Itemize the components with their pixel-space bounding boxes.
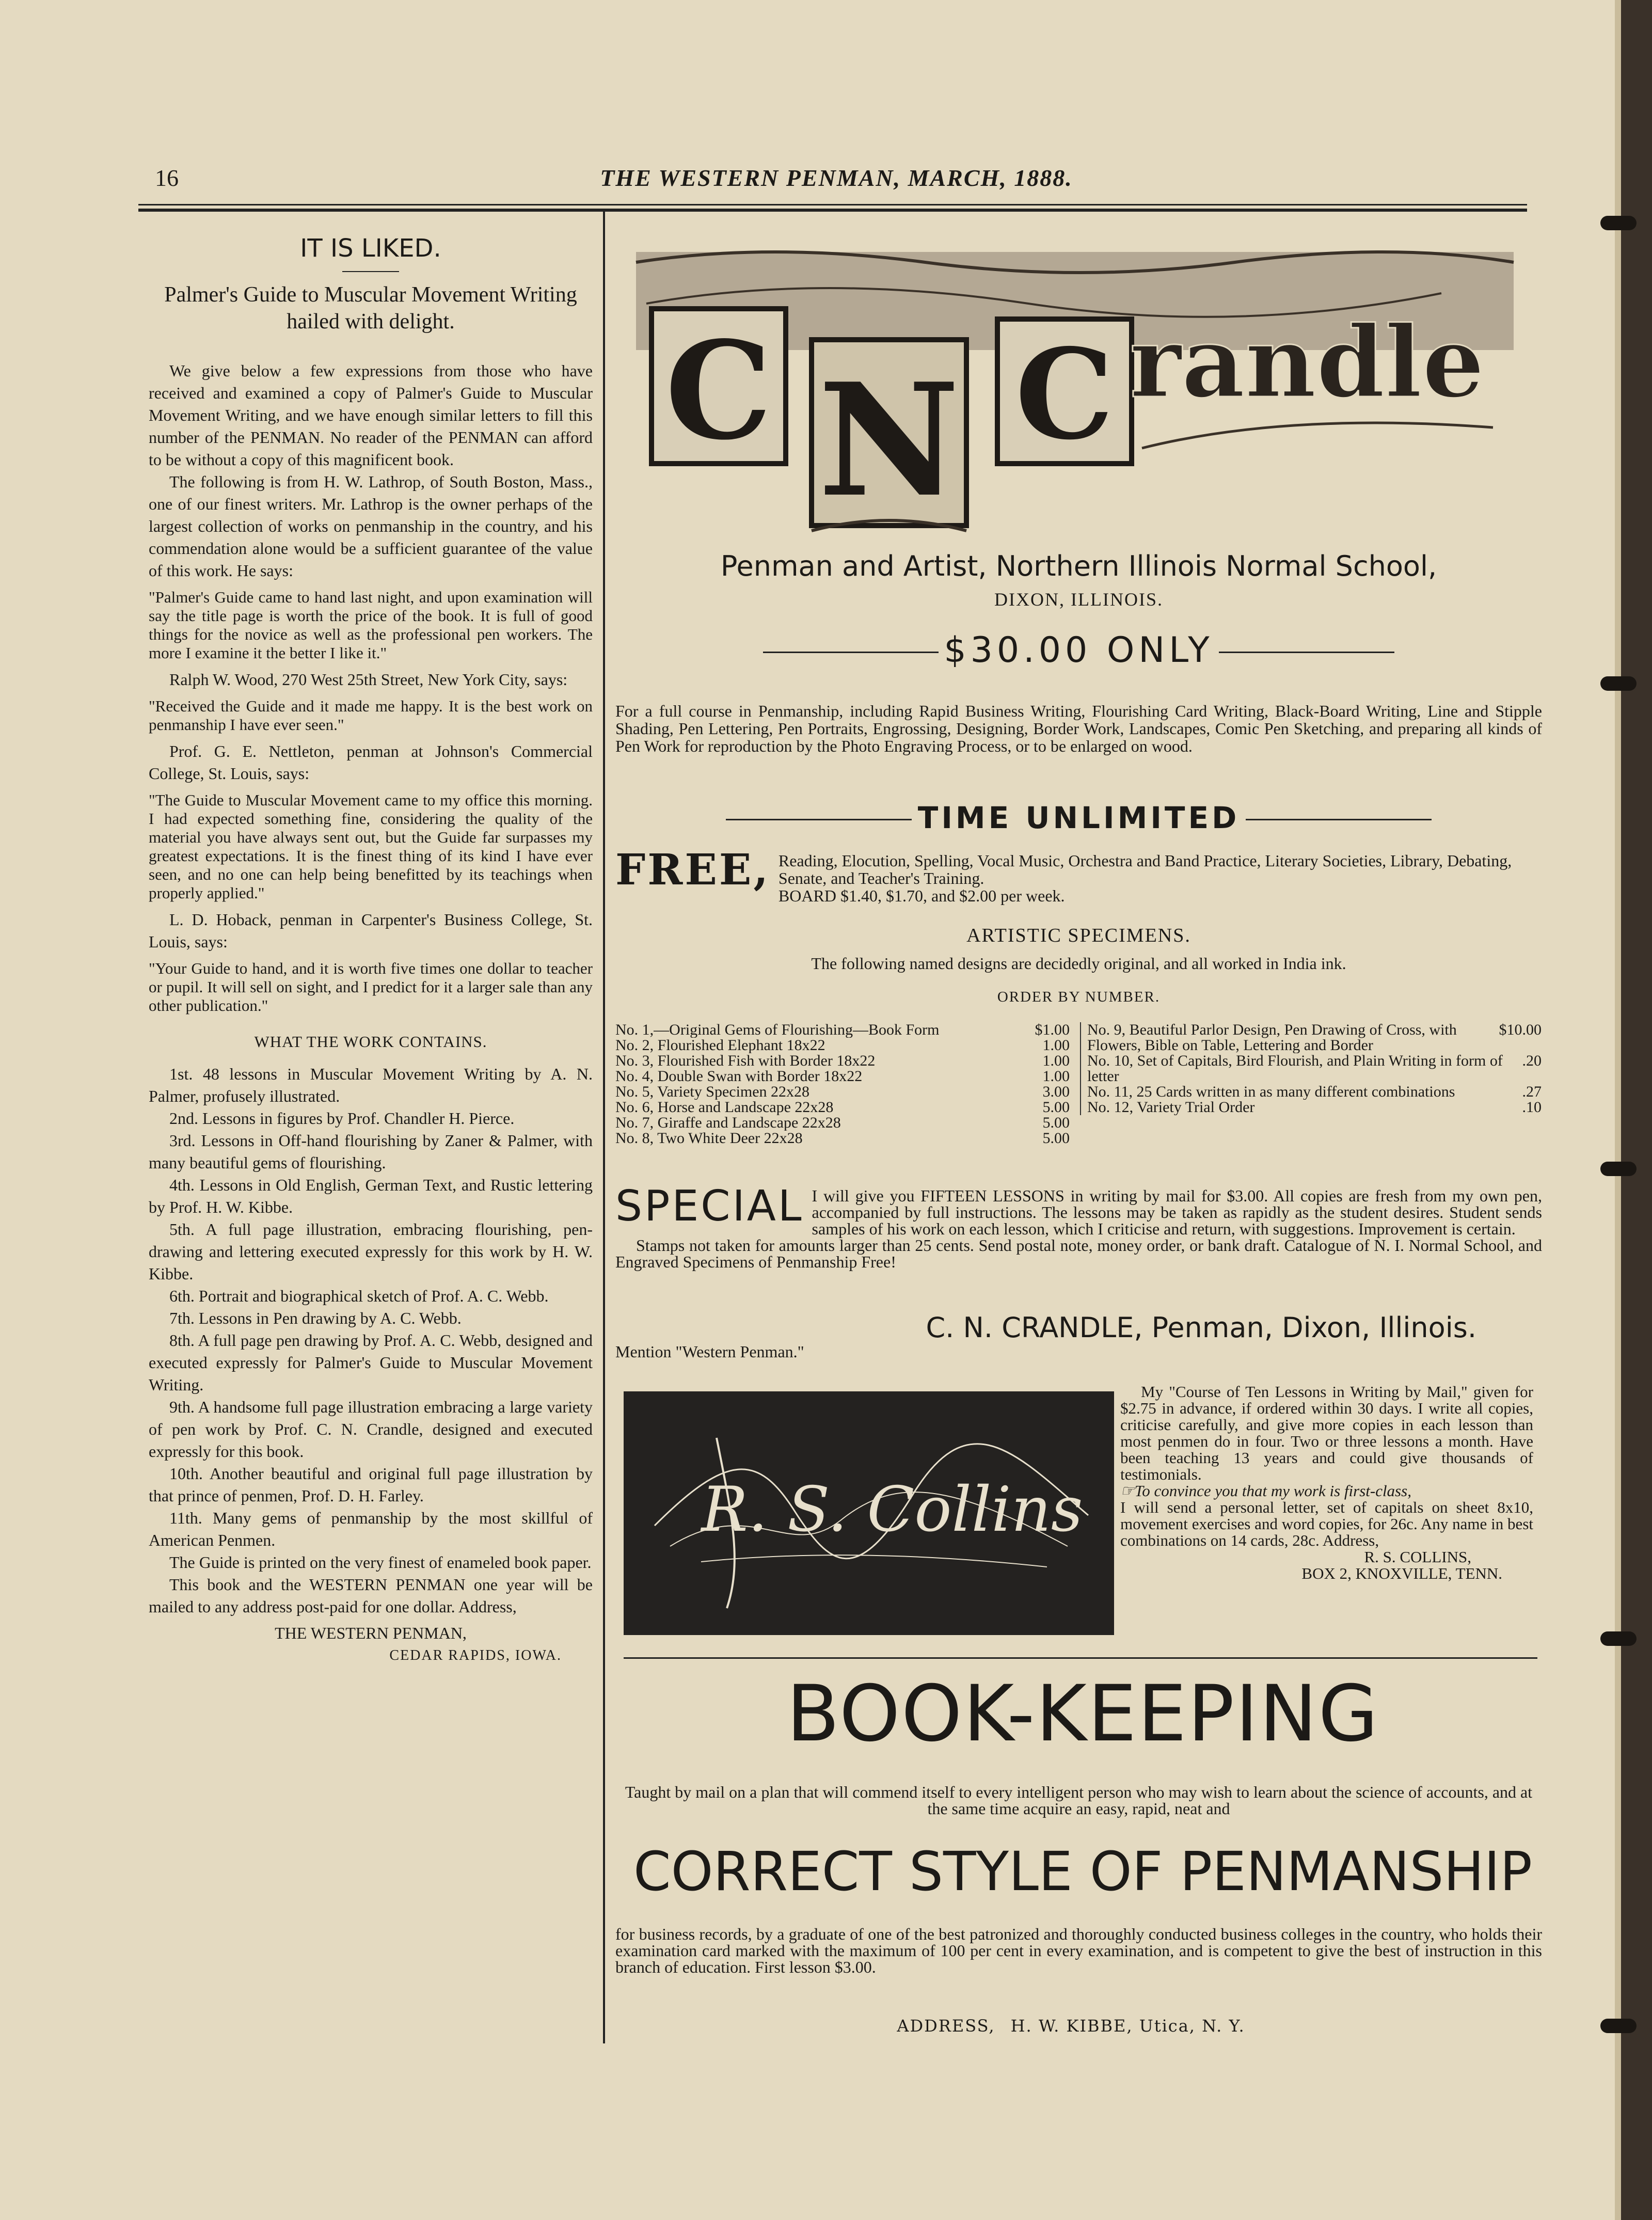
special-offer (615, 1182, 1542, 1271)
price-line (615, 630, 1542, 671)
tu-rule-right (1246, 819, 1432, 820)
collins-text: My "Course of Ten Lessons in Writing by Mail," given for $2.75 in advance, if ordered within 30 days. I write all copies, criticise carefully, and give more copies in each lesson than most penmen do in four. Two or three lessons a month. Have been teaching 13 years and could give thousands of testimonials. (1120, 1383, 1533, 1483)
svg-text:C: C (1015, 322, 1114, 467)
contents-item: 6th. Portrait and biographical sketch of Prof. A. C. Webb. (169, 1287, 549, 1305)
board-text: BOARD $1.40, $1.70, and $2.00 per week. (778, 886, 1065, 905)
contents-item: 9th. A handsome full page illustration embracing a large variety of pen work by Prof. C. N. Crandle, designed and executed expressly for this book. (149, 1398, 593, 1461)
list-item: No. 7, Giraffe and Landscape 22x28 5.00 (615, 1114, 1070, 1131)
autograph-text: R. S. Collins (701, 1474, 1083, 1546)
header-rule (138, 204, 1527, 205)
header-rule-thick (138, 209, 1527, 212)
list-item: No. 12, Variety Trial Order .10 (1087, 1099, 1542, 1116)
artistic-subheading: The following named designs are decidedly original, and all worked in India ink. (811, 954, 1346, 973)
title-divider (342, 271, 399, 272)
nettleton-paragraph: Prof. G. E. Nettleton, penman at Johnson's Commercial College, St. Louis, says: (149, 742, 593, 783)
list-item: No. 4, Double Swan with Border 18x22 1.00 (615, 1068, 1070, 1085)
order-heading: ORDER BY NUMBER. (997, 989, 1161, 1005)
lathrop-paragraph: The following is from H. W. Lathrop, of South Boston, Mass., one of our finest writers. Mr. Lathrop is the owner perhaps of the largest collection of works on penmanship in the country, and his commendation alone would be a sufficient guarantee of the value of this work. He says: (149, 472, 593, 580)
list-item: No. 2, Flourished Elephant 18x22 1.00 (615, 1037, 1070, 1054)
masthead: THE WESTERN PENMAN, MARCH, 1888. (600, 165, 1073, 191)
closing-paragraph: This book and the WESTERN PENMAN one year will be mailed to any address post-paid for one dollar. Address, (149, 1575, 593, 1616)
list-item: No. 1,—Original Gems of Flourishing—Book Form $1.00 (615, 1021, 1070, 1038)
binding-clip (1600, 1631, 1637, 1646)
left-column (149, 217, 593, 1667)
binding-clip (1600, 676, 1637, 691)
binding-clip (1600, 2019, 1637, 2033)
crandle-signature: C. N. CRANDLE, Penman, Dixon, Illinois. (926, 1311, 1476, 1344)
autograph-image (624, 1391, 1114, 1635)
collins-box: BOX 2, KNOXVILLE, TENN. (1301, 1564, 1502, 1582)
contents-item: 3rd. Lessons in Off-hand flourishing by Zaner & Palmer, with many beautiful gems of flourishing. (149, 1131, 593, 1172)
wood-paragraph: Ralph W. Wood, 270 West 25th Street, New York City, says: (169, 670, 568, 689)
specimen-list-right (1080, 1022, 1542, 1115)
pointing-hand-icon: ☞ (1120, 1482, 1135, 1500)
hoback-quote: "Your Guide to hand, and it is worth five times one dollar to teacher or pupil. It will sell on sight, and I predict for it a larger sale than any other publication." (149, 959, 593, 1014)
collins-autograph-panel (624, 1391, 1114, 1635)
time-unlimited (615, 800, 1542, 835)
crandle-banner (615, 242, 1542, 536)
binding-clip (1600, 1162, 1637, 1176)
article-subtitle: Palmer's Guide to Muscular Movement Writing hailed with delight. (164, 283, 577, 334)
list-item: No. 6, Horse and Landscape 22x28 5.00 (615, 1099, 1070, 1116)
tu-rule-left (726, 819, 912, 820)
special-word: SPECIAL (615, 1182, 804, 1231)
contents-item: 10th. Another beautiful and original full page illustration by that prince of penmen, Prof. D. H. Farley. (149, 1464, 593, 1505)
contents-item: 11th. Many gems of penmanship by the most skillful of American Penmen. (149, 1509, 593, 1549)
free-word: FREE, (615, 845, 770, 895)
binding-clip (1600, 216, 1637, 230)
wood-quote: "Received the Guide and it made me happy. It is the best work on penmanship I have ever seen." (149, 697, 593, 734)
price-rule-left (763, 652, 939, 653)
stamps-text: Stamps not taken for amounts larger than 25 cents. Send postal note, money order, or bank draft. Catalogue of N. I. Normal School, and Engraved Specimens of Penmanship Free! (615, 1236, 1542, 1271)
contents-item: 1st. 48 lessons in Muscular Movement Writing by A. N. Palmer, profusely illustrated. (149, 1065, 593, 1105)
free-text: Reading, Elocution, Spelling, Vocal Music, Orchestra and Band Practice, Literary Societies, Library, Debating, Senate, and Teacher's Training. (778, 851, 1512, 887)
svg-text:randle: randle (1130, 305, 1485, 420)
hoback-paragraph: L. D. Hoback, penman in Carpenter's Business College, St. Louis, says: (149, 910, 593, 951)
crandle-location: DIXON, ILLINOIS. (994, 589, 1163, 610)
kibbe-address (615, 2003, 1542, 2039)
bookkeeping-heading: BOOK-KEEPING (786, 1669, 1379, 1759)
column-divider (603, 211, 605, 2043)
signature-name: THE WESTERN PENMAN, (275, 1624, 467, 1642)
crandle-title: Penman and Artist, Northern Illinois Normal School, (720, 550, 1437, 582)
lathrop-quote: "Palmer's Guide came to hand last night, and upon examination will say the title page is worth the price of the book. It is full of good things for the novice as well as the professional pen workers. The more I examine it the better I like it." (149, 588, 593, 662)
contents-item: The Guide is printed on the very finest of enameled book paper. (169, 1553, 592, 1572)
mention-note: Mention "Western Penman." (615, 1342, 804, 1361)
collins-name: R. S. COLLINS, (1364, 1548, 1471, 1566)
svg-text:C: C (665, 312, 772, 470)
penmanship-heading: CORRECT STYLE OF PENMANSHIP (633, 1840, 1532, 1903)
contains-heading: WHAT THE WORK CONTAINS. (254, 1033, 487, 1051)
section-rule (624, 1657, 1537, 1659)
list-item: No. 3, Flourished Fish with Border 18x22 1.00 (615, 1052, 1070, 1069)
list-item: No. 11, 25 Cards written in as many different combinations .27 (1087, 1083, 1542, 1100)
svg-text:N: N (818, 349, 960, 531)
contents-item: 7th. Lessons in Pen drawing by A. C. Webb. (169, 1309, 462, 1327)
contents-item: 8th. A full page pen drawing by Prof. A. C. Webb, designed and executed expressly for Palmer's Guide to Muscular Movement Writing. (149, 1331, 593, 1394)
collins-text-2: I will send a personal letter, set of capitals on sheet 8x10, movement exercises and word copies, for 26c. Any name in best combinations on 14 cards, 28c. Address, (1120, 1498, 1533, 1549)
article-title: IT IS LIKED. (300, 234, 441, 263)
specimen-list-left (615, 1022, 1070, 1146)
penmanship-text: for business records, by a graduate of one of the best patronized and thoroughly conducted business colleges in the country, who holds their examination card marked with the maximum of 100 per cent in every examination, and is competent to give the best of instruction in this branch of education. First lesson $3.00. (615, 1925, 1542, 1976)
collins-ad (1120, 1384, 1533, 1582)
contents-item: 2nd. Lessons in figures by Prof. Chandler H. Pierce. (169, 1109, 515, 1128)
bookkeeping-text: Taught by mail on a plan that will commend itself to every intelligent person who may wish to learn about the science of accounts, and at the same time acquire an easy, rapid, neat and (625, 1783, 1533, 1818)
page-number: 16 (155, 165, 179, 191)
address-label: ADDRESS, (897, 2016, 995, 2036)
contents-item: 5th. A full page illustration, embracing flourishing, pen-drawing and lettering executed expressly for this work by H. W. Kibbe. (149, 1220, 593, 1283)
list-item: No. 5, Variety Specimen 22x28 3.00 (615, 1083, 1070, 1100)
nettleton-quote: "The Guide to Muscular Movement came to my office this morning. I had expected something fine, considering the quality of the material you have always sent out, but the Guide far surpasses my greatest expectations. It is the finest thing of its kind I have ever seen, and no one can help being benefitted by its teachings when properly applied." (149, 791, 593, 902)
signature-place: CEDAR RAPIDS, IOWA. (389, 1647, 562, 1663)
special-text: I will give you FIFTEEN LESSONS in writing by mail for $3.00. All copies are fresh from my own pen, accompanied by full instructions. The lessons may be taken as rapidly as the student desires. Student sends samples of his work on each lesson, which I criticise and return, with suggestions. Improvement is certain. (812, 1186, 1542, 1238)
address-value: H. W. KIBBE, Utica, N. Y. (1010, 2016, 1245, 2036)
list-item: No. 9, Beautiful Parlor Design, Pen Drawing of Cross, with Flowers, Bible on Table, Lettering and Border $10.00 (1087, 1021, 1542, 1053)
artistic-heading: ARTISTIC SPECIMENS. (966, 925, 1191, 946)
price-rule-right (1219, 652, 1394, 653)
list-item: No. 10, Set of Capitals, Bird Flourish, and Plain Writing in form of letter .20 (1087, 1052, 1542, 1084)
binding-edge (1621, 0, 1652, 2220)
list-item: No. 8, Two White Deer 22x28 5.00 (615, 1130, 1070, 1147)
price-text: $30.00 ONLY (944, 630, 1214, 671)
collins-convince: ☞To convince you that my work is first-class, (1120, 1482, 1411, 1500)
course-description: For a full course in Penmanship, including Rapid Business Writing, Flourishing Card Writing, Black-Board Writing, Line and Stipple Shading, Pen Lettering, Pen Portraits, Engrossing, Designing, Border Work, Landscapes, Comic Pen Sketching, and preparing all kinds of Pen Work for reproduction by the Photo Engraving Process, or to be enlarged on wood. (615, 702, 1542, 755)
free-section (615, 845, 1542, 905)
intro-paragraph: We give below a few expressions from those who have received and examined a copy of Palmer's Guide to Muscular Movement Writing, and we have enough similar letters to fill this number of the PENMAN. No reader of the PENMAN can afford to be without a copy of this magnificent book. (149, 361, 593, 469)
ornamental-banner-image (615, 242, 1542, 536)
time-unlimited-text: TIME UNLIMITED (917, 800, 1240, 835)
contents-item: 4th. Lessons in Old English, German Text, and Rustic lettering by Prof. H. W. Kibbe. (149, 1176, 593, 1216)
